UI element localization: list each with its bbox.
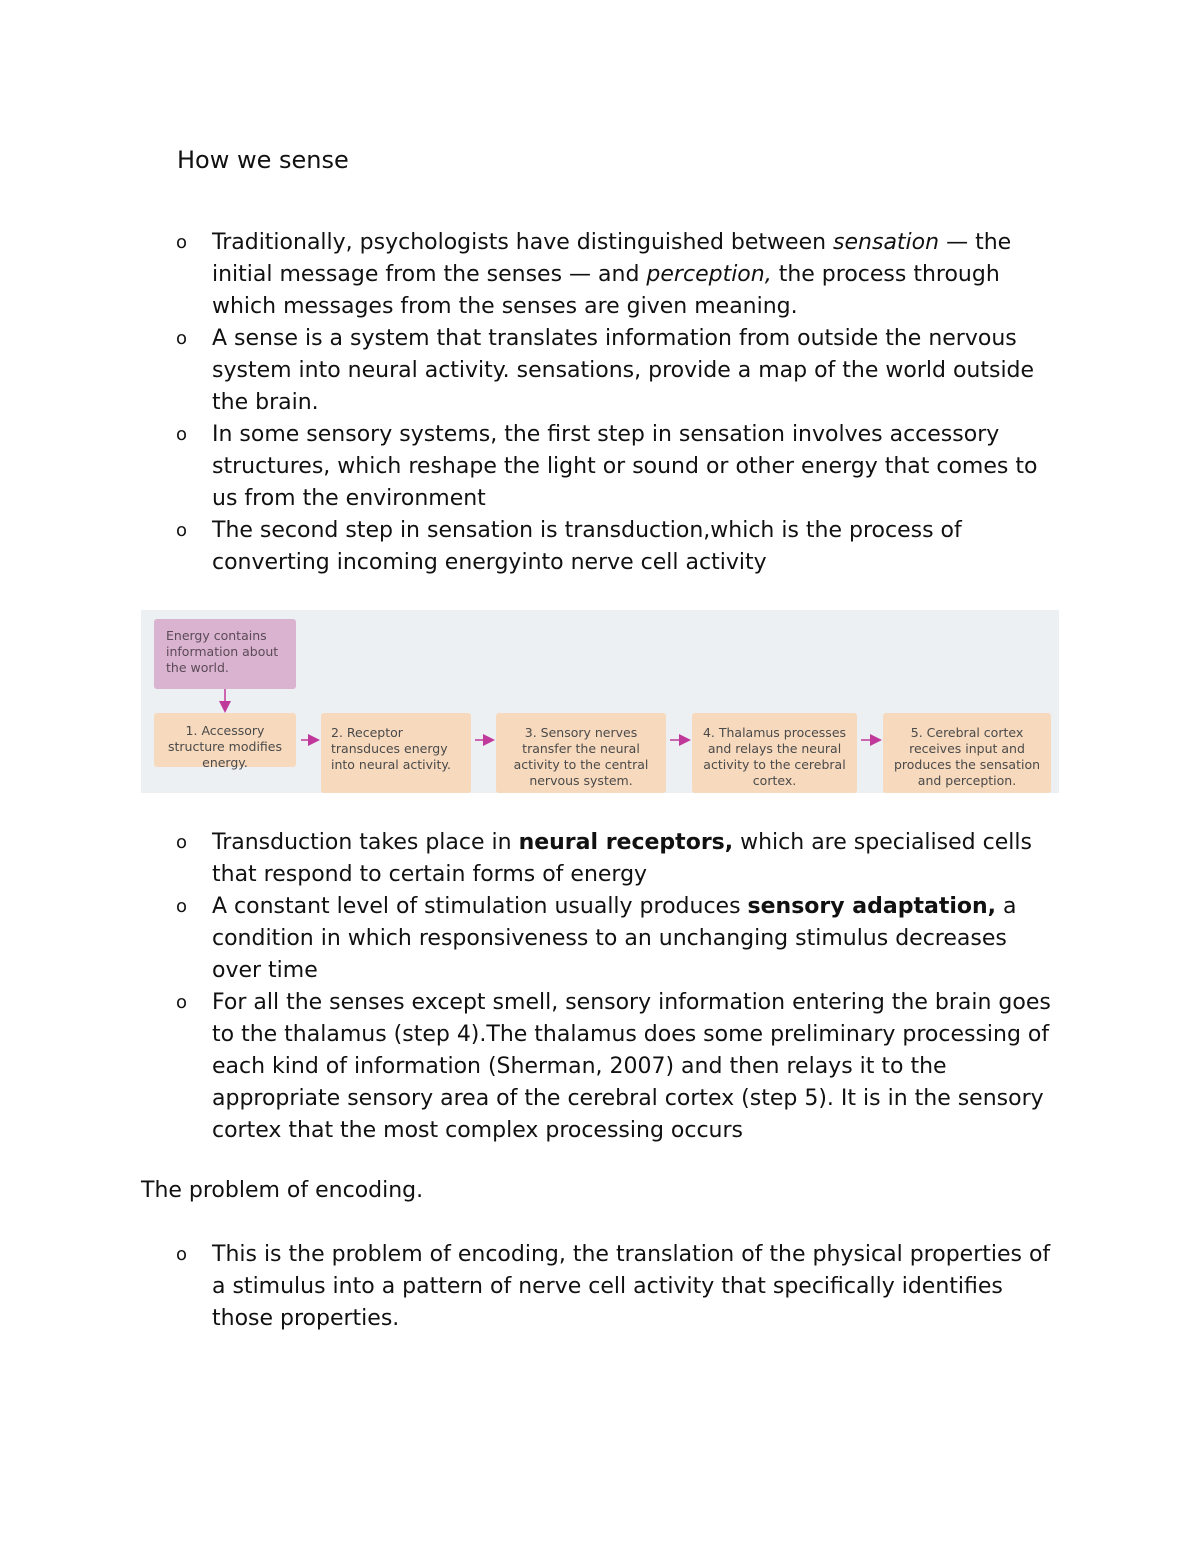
term-neural-receptors: neural receptors, [518, 830, 734, 855]
bullet-list-transduction [0, 827, 1200, 1147]
step-3-box: 3. Sensory nerves transfer the neural activity to the central nervous system. [496, 713, 666, 793]
step-5-box: 5. Cerebral cortex receives input and produces the sensation and perception. [883, 713, 1051, 793]
list-item-text: The second step in sensation is transduction,which is the process of converting incoming energyinto nerve cell activity [212, 518, 962, 575]
energy-info-box: Energy contains information about the world. [154, 619, 296, 689]
bullet-marker: o [176, 328, 188, 349]
list-item [0, 323, 1200, 419]
bullet-list-sensation [0, 227, 1200, 579]
step-4-box: 4. Thalamus processes and relays the neural activity to the cerebral cortex. [692, 713, 857, 793]
list-item-text: Traditionally, psychologists have distinguished between [212, 230, 834, 255]
list-item [0, 227, 1200, 323]
list-item [0, 1239, 1200, 1335]
section-title-encoding: The problem of encoding. [141, 1178, 424, 1203]
list-item [0, 987, 1200, 1147]
bullet-marker: o [176, 896, 188, 917]
list-item-text: For all the senses except smell, sensory information entering the brain goes to the thalamus (step 4).The thalamus does some preliminary processing of each kind of information (Sherman, 2007) and then relays it to the appropriate sensory area of the cerebral cortex (step 5). It is in the sensory cortex that the most complex processing occurs [212, 990, 1051, 1143]
list-item [0, 419, 1200, 515]
bullet-marker: o [176, 232, 188, 253]
list-item-text: In some sensory systems, the first step in sensation involves accessory structures, which reshape the light or sound or other energy that comes to us from the environment [212, 422, 1038, 511]
list-item [0, 515, 1200, 579]
step-1-box: 1. Accessory structure modifies energy. [154, 713, 296, 767]
bullet-marker: o [176, 992, 188, 1013]
section-title-how-we-sense: How we sense [177, 146, 349, 174]
bullet-marker: o [176, 1244, 188, 1265]
list-item-text: This is the problem of encoding, the translation of the physical properties of a stimulus into a pattern of nerve cell activity that specifically identifies those properties. [212, 1242, 1051, 1331]
term-sensory-adaptation: sensory adaptation, [747, 894, 997, 919]
list-item [0, 891, 1200, 987]
list-item-text: which are specialised cells that respond to certain forms of energy [212, 830, 1032, 887]
term-sensation: sensation [833, 230, 940, 255]
list-item-text: A constant level of stimulation usually produces [212, 894, 748, 919]
sensation-flow-diagram [141, 610, 1059, 793]
bullet-marker: o [176, 832, 188, 853]
list-item [0, 827, 1200, 891]
term-perception: perception, [646, 262, 772, 287]
step-2-box: 2. Receptor transduces energy into neural activity. [321, 713, 471, 793]
bullet-marker: o [176, 520, 188, 541]
bullet-marker: o [176, 424, 188, 445]
list-item-text: the process through which messages from the senses are given meaning. [212, 262, 1000, 319]
list-item-text: Transduction takes place in [212, 830, 519, 855]
list-item-text: — the initial message from the senses — and [212, 230, 1012, 287]
list-item-text: a condition in which responsiveness to an unchanging stimulus decreases over time [212, 894, 1017, 983]
bullet-list-encoding [0, 1239, 1200, 1335]
list-item-text: A sense is a system that translates information from outside the nervous system into neural activity. sensations, provide a map of the world outside the brain. [212, 326, 1035, 415]
